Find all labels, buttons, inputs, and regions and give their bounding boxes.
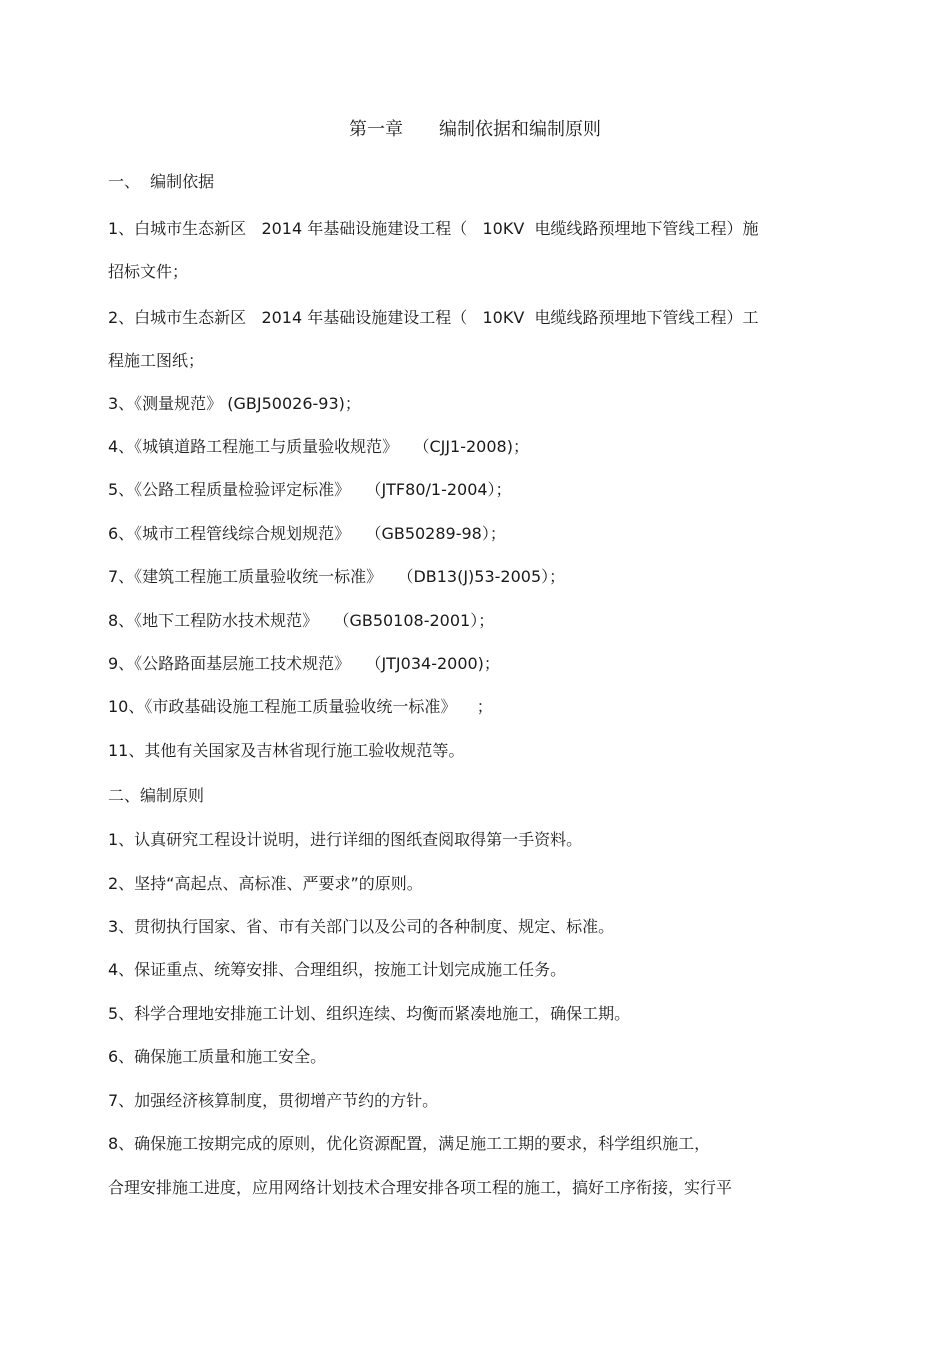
principle-item-1: 1、认真研究工程设计说明，进行详细的图纸查阅取得第一手资料。 xyxy=(108,830,583,849)
principle-item-4: 4、保证重点、统筹安排、合理组织，按施工计划完成施工任务。 xyxy=(108,960,567,979)
basis-item-8: 8、《地下工程防水技术规范》 （GB50108-2001）； xyxy=(108,611,495,630)
basis-item-2-cont: 程施工图纸； xyxy=(108,351,205,370)
chapter-title: 第一章 编制依据和编制原则 xyxy=(349,119,601,140)
principle-item-5: 5、科学合理地安排施工计划、组织连续、均衡而紧凑地施工，确保工期。 xyxy=(108,1004,631,1023)
principle-item-2: 2、坚持“高起点、高标准、严要求”的原则。 xyxy=(108,874,423,893)
basis-item-2: 2、白城市生态新区 2014 年基础设施建设工程（ 10KV 电缆线路预埋地下管线工程）工 xyxy=(108,308,759,327)
basis-item-3: 3、《测量规范》 (GBJ50026-93)； xyxy=(108,394,361,413)
section-heading-principles: 二、编制原则 xyxy=(108,786,205,805)
basis-item-11: 11、其他有关国家及吉林省现行施工验收规范等。 xyxy=(108,741,465,760)
basis-item-5: 5、《公路工程质量检验评定标准》 （JTF80/1-2004）； xyxy=(108,480,512,499)
basis-item-6: 6、《城市工程管线综合规划规范》 （GB50289-98）； xyxy=(108,524,506,543)
principle-item-8: 8、确保施工按期完成的原则，优化资源配置，满足施工工期的要求，科学组织施工， xyxy=(108,1134,711,1153)
principle-item-7: 7、加强经济核算制度，贯彻增产节约的方针。 xyxy=(108,1091,439,1110)
basis-item-9: 9、《公路路面基层施工技术规范》 （JTJ034-2000)； xyxy=(108,654,500,673)
basis-item-4: 4、《城镇道路工程施工与质量验收规范》 （CJJ1-2008)； xyxy=(108,437,529,456)
principle-item-8-cont: 合理安排施工进度，应用网络计划技术合理安排各项工程的施工，搞好工序衔接，实行平 xyxy=(108,1178,733,1197)
basis-item-1: 1、白城市生态新区 2014 年基础设施建设工程（ 10KV 电缆线路预埋地下管线工程）施 xyxy=(108,219,759,238)
principle-item-3: 3、贯彻执行国家、省、市有关部门以及公司的各种制度、规定、标准。 xyxy=(108,917,615,936)
basis-item-1-cont: 招标文件； xyxy=(108,262,189,281)
section-heading-basis: 一、 编制依据 xyxy=(108,172,215,191)
basis-item-10: 10、《市政基础设施工程施工质量验收统一标准》 ； xyxy=(108,697,493,716)
principle-item-6: 6、确保施工质量和施工安全。 xyxy=(108,1047,327,1066)
basis-item-7: 7、《建筑工程施工质量验收统一标准》 （DB13(J)53-2005）； xyxy=(108,567,566,586)
